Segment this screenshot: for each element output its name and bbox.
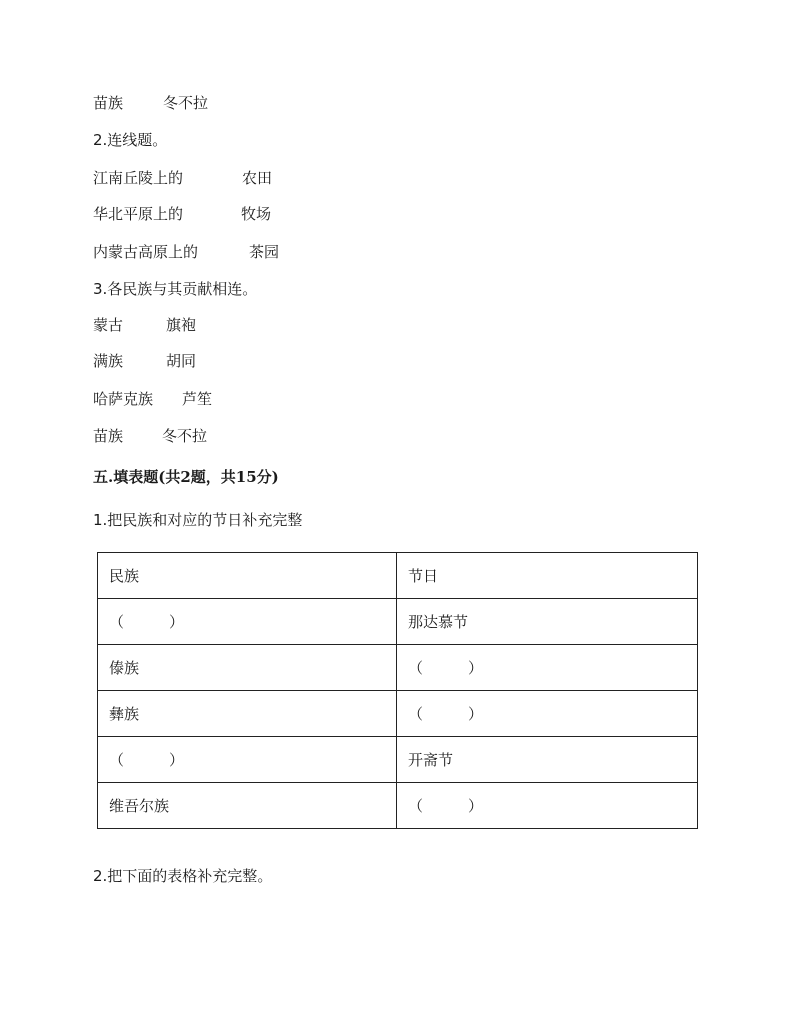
festival-table (97, 552, 698, 829)
match-row (93, 315, 197, 335)
match-row (93, 389, 213, 409)
question-title: 2.把下面的表格补充完整。 (93, 867, 273, 885)
table-cell: 维吾尔族 (98, 783, 397, 829)
match-right: 冬不拉 (162, 427, 208, 445)
match-left: 内蒙古高原上的 (93, 243, 199, 261)
match-left: 蒙古 (93, 316, 124, 334)
table-cell: 彝族 (98, 691, 397, 737)
table-row (98, 737, 698, 783)
match-right: 旗袍 (166, 316, 197, 334)
header-cell-ethnic-group: 民族 (98, 553, 397, 599)
match-left: 满族 (93, 352, 124, 370)
match-row (93, 242, 280, 262)
match-right: 芦笙 (182, 390, 213, 408)
match-left: 哈萨克族 (93, 390, 154, 408)
match-row (93, 93, 209, 113)
table-row (98, 645, 698, 691)
table-row (98, 691, 698, 737)
match-row (93, 351, 197, 371)
match-left: 江南丘陵上的 (93, 169, 184, 187)
match-left: 华北平原上的 (93, 205, 184, 223)
match-left: 苗族 (93, 94, 124, 112)
match-row (93, 204, 272, 224)
table-cell: 傣族 (98, 645, 397, 691)
match-right: 胡同 (166, 352, 197, 370)
table-cell: 开斋节 (397, 737, 698, 783)
header-cell-festival: 节日 (397, 553, 698, 599)
match-row (93, 426, 208, 446)
table-row (98, 599, 698, 645)
match-right: 茶园 (249, 243, 280, 261)
match-left: 苗族 (93, 427, 124, 445)
match-right: 冬不拉 (163, 94, 209, 112)
table-cell: （ ） (397, 783, 698, 829)
table-cell: （ ） (397, 645, 698, 691)
section-heading: 五.填表题(共2题，共15分) (93, 468, 279, 486)
question-title: 3.各民族与其贡献相连。 (93, 280, 258, 298)
match-row (93, 168, 273, 188)
table-header-row (98, 553, 698, 599)
match-right: 农田 (242, 169, 273, 187)
question-title: 2.连线题。 (93, 131, 168, 149)
question-title: 1.把民族和对应的节日补充完整 (93, 511, 303, 529)
match-right: 牧场 (241, 205, 272, 223)
table-row (98, 783, 698, 829)
table-cell: （ ） (98, 599, 397, 645)
table-cell: 那达慕节 (397, 599, 698, 645)
table-cell: （ ） (397, 691, 698, 737)
table-cell: （ ） (98, 737, 397, 783)
